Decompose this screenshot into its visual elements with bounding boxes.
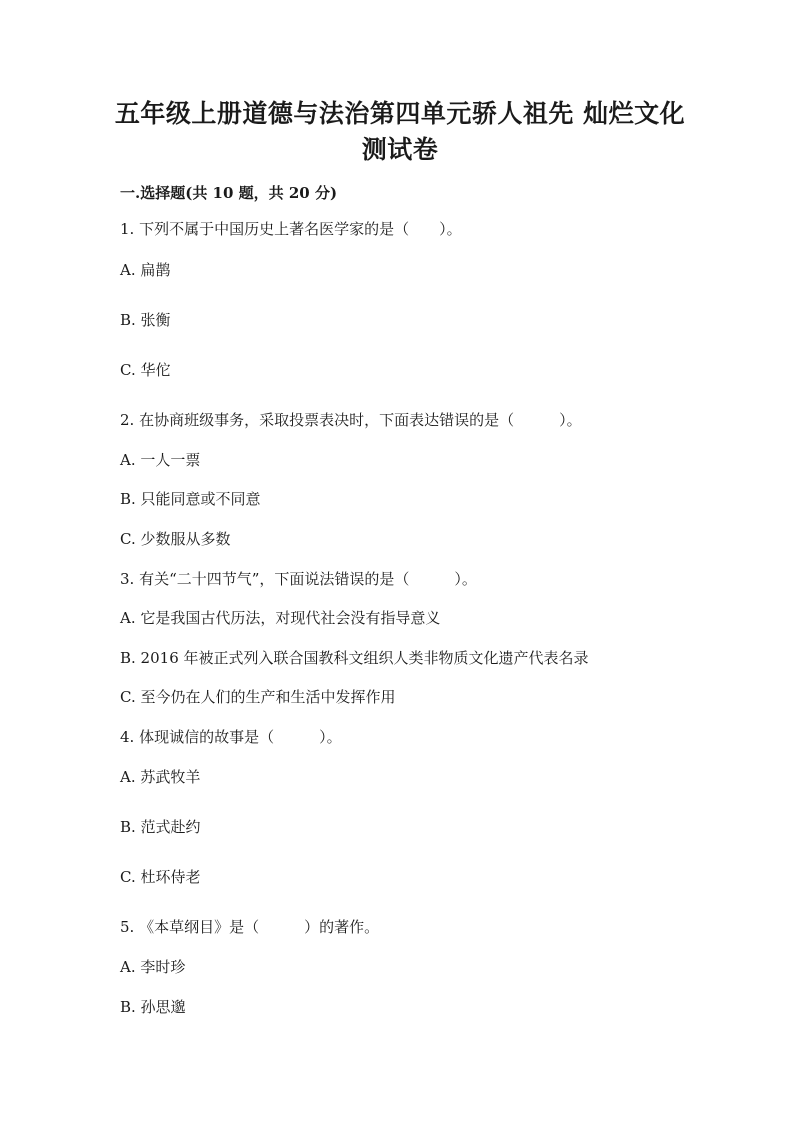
- question-3-option-b: B. 2016 年被正式列入联合国教科文组织人类非物质文化遗产代表名录: [120, 649, 589, 667]
- question-2-option-b: B. 只能同意或不同意: [120, 490, 261, 508]
- question-1-option-b: B. 张衡: [120, 311, 171, 329]
- question-1-option-a: A. 扁鹊: [120, 261, 171, 279]
- exam-title-line-1: 五年级上册道德与法治第四单元骄人祖先 灿烂文化: [114, 99, 686, 128]
- question-2-option-a: A. 一人一票: [120, 451, 201, 469]
- question-5-stem: 5. 《本草纲目》是（ ）的著作。: [120, 918, 380, 936]
- question-3-stem: 3. 有关“二十四节气”，下面说法错误的是（ ）。: [120, 570, 477, 588]
- question-4-option-b: B. 范式赴约: [120, 818, 201, 836]
- question-1-stem: 1. 下列不属于中国历史上著名医学家的是（ ）。: [120, 220, 462, 238]
- question-3-option-a: A. 它是我国古代历法，对现代社会没有指导意义: [120, 609, 441, 627]
- question-4-option-c: C. 杜环侍老: [120, 868, 201, 886]
- question-2-option-c: C. 少数服从多数: [120, 530, 231, 548]
- exam-title-line-2: 测试卷: [361, 135, 439, 164]
- question-5-option-a: A. 李时珍: [120, 958, 186, 976]
- question-2-stem: 2. 在协商班级事务，采取投票表决时，下面表达错误的是（ ）。: [120, 411, 582, 429]
- question-1-option-c: C. 华佗: [120, 361, 171, 379]
- question-4-option-a: A. 苏武牧羊: [120, 768, 201, 786]
- question-5-option-b: B. 孙思邈: [120, 998, 186, 1016]
- section-heading: 一.选择题(共 10 题，共 20 分): [120, 184, 338, 202]
- question-4-stem: 4. 体现诚信的故事是（ ）。: [120, 728, 342, 746]
- question-3-option-c: C. 至今仍在人们的生产和生活中发挥作用: [120, 688, 396, 706]
